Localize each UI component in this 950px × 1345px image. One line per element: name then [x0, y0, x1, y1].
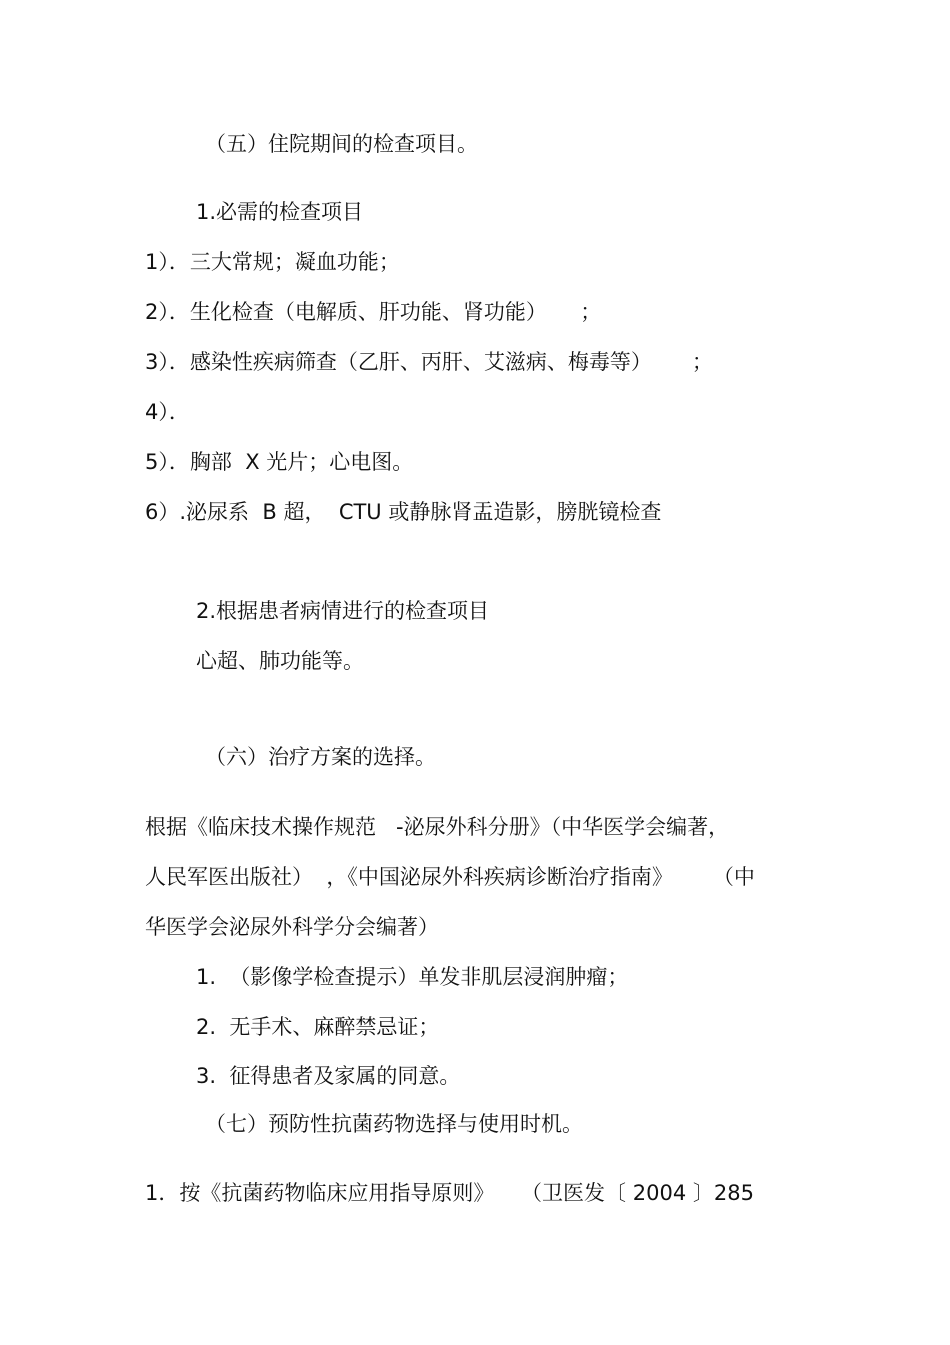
treatment-criterion-2: 2. 无手术、麻醉禁忌证；: [196, 1015, 440, 1039]
conditional-exams-text: 心超、肺功能等。: [196, 649, 364, 673]
treatment-criterion-1: 1. （影像学检查提示）单发非肌层浸润肿瘤；: [196, 965, 629, 989]
treatment-criterion-3: 3. 征得患者及家属的同意。: [196, 1064, 461, 1088]
section-6-paragraph-line-3: 华医学会泌尿外科学分会编著）: [145, 915, 439, 939]
conditional-exams-subheading: 2.根据患者病情进行的检查项目: [196, 599, 490, 623]
exam-item-1: 1）．三大常规；凝血功能；: [145, 250, 400, 274]
section-6-paragraph-line-2: 人民军医出版社） ，《中国泌尿外科疾病诊断治疗指南》 （中: [145, 865, 755, 889]
exam-item-3: 3）．感染性疾病筛查（乙肝、丙肝、艾滋病、梅毒等） ；: [145, 350, 713, 374]
exam-item-5: 5）．胸部 X 光片；心电图。: [145, 450, 414, 474]
exam-item-2: 2）．生化检查（电解质、肝功能、肾功能） ；: [145, 300, 602, 324]
section-7-item-1: 1．按《抗菌药物临床应用指导原则》 （卫医发〔 2004 〕285: [145, 1181, 754, 1205]
exam-item-4: 4）．: [145, 400, 190, 424]
exam-item-6: 6）.泌尿系 B 超， CTU 或静脉肾盂造影，膀胱镜检查: [145, 500, 662, 524]
section-6-paragraph-line-1: 根据《临床技术操作规范 -泌尿外科分册》（中华医学会编著，: [145, 815, 730, 839]
section-5-heading: （五）住院期间的检查项目。: [205, 132, 478, 156]
required-exams-subheading: 1.必需的检查项目: [196, 200, 364, 224]
section-7-heading: （七）预防性抗菌药物选择与使用时机。: [205, 1112, 583, 1136]
section-6-heading: （六）治疗方案的选择。: [205, 745, 436, 769]
